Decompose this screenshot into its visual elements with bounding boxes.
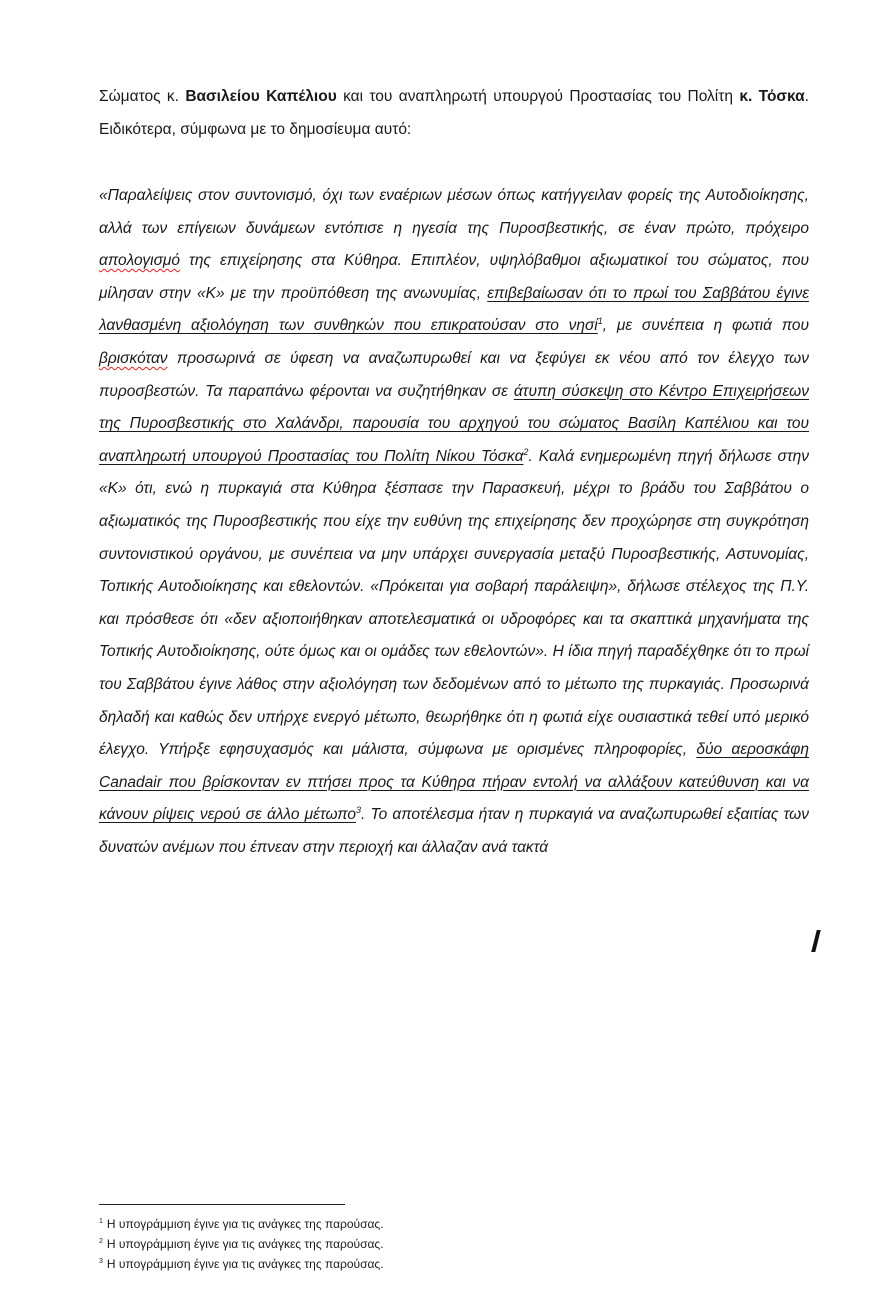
intro-text-3: . Ειδικότερα, σύμφωνα με το δημοσίευμα αυτό:: [99, 88, 809, 138]
footnote-ref-1[interactable]: 1: [597, 316, 603, 327]
quote-text-2: της επιχείρησης στα Κύθηρα. Επιπλέον, υψηλόβαθμοι αξιωματικοί του σώματος, που μίλησαν στην «Κ» με την προϋπόθεση της ανωνυμίας,: [99, 252, 809, 302]
footnote-text: Η υπογράμμιση έγινε για τις ανάγκες της παρούσας.: [106, 1237, 384, 1251]
intro-paragraph: [99, 80, 809, 146]
footnote-number: 3: [99, 1258, 103, 1265]
footnote-text: Η υπογράμμιση έγινε για τις ανάγκες της παρούσας.: [106, 1217, 384, 1231]
intro-text-1: Σώματος κ.: [99, 88, 186, 105]
quoted-article: [99, 180, 809, 864]
footnote-1: [99, 1213, 699, 1233]
quote-text-5: . Καλά ενημερωμένη πηγή δήλωσε στην «Κ» ότι, ενώ η πυρκαγιά στα Κύθηρα ξέσπασε την Παρασκευή, μέχρι το βράδυ του Σαββάτου ο αξιωματικός της Πυροσβεστικής που είχε την ευθύνη της επιχείρησης δεν προχώρησε στη συγκρότηση συντονιστικού οργάνου, με συνέπεια να μην υπάρχει συνεργασία μεταξύ Πυροσβεστικής, Αστυνομίας, Τοπικής Αυτοδιοίκησης και εθελοντών. «Πρόκειται για σοβαρή παράλειψη», δήλωσε στέλεχος της Π.Υ. και πρόσθεσε ότι «δεν αξιοποιήθηκαν αποτελεσματικά οι υδροφόρες και τα σκαπτικά μηχανήματα της Τοπικής Αυτοδιοίκησης, ούτε όμως και οι ομάδες των εθελοντών». Η ίδια πηγή παραδέχθηκε ότι το πρωί του Σαββάτου έγινε λάθος στην αξιολόγηση των δεδομένων από το μέτωπο της πυρκαγιάς. Προσωρινά δηλαδή και καθώς δεν υπήρχε ενεργό μέτωπο, θεωρήθηκε ότι η φωτιά είχε ουσιαστικά τεθεί υπό μερικό έλεγχο. Υπήρξε εφησυχασμός και μάλιστα, σύμφωνα με ορισμένες πληροφορίες,: [99, 447, 809, 759]
quote-text-6: . Το αποτέλεσμα ήταν η πυρκαγιά να αναζωπυρωθεί εξαιτίας των δυνατών ανέμων που έπνεαν στην περιοχή και άλλαζαν ανά τακτά: [99, 806, 809, 856]
footnote-separator: [99, 1204, 345, 1205]
footnotes: [99, 1213, 699, 1273]
spellcheck-word-2: βρισκόταν: [99, 349, 168, 367]
footnote-2: [99, 1233, 699, 1253]
footnote-number: 2: [99, 1238, 103, 1245]
quote-text-3: , με συνέπεια η φωτιά που: [602, 317, 809, 335]
spellcheck-word-1: απολογισμό: [99, 252, 181, 270]
underlined-passage-3: δύο αεροσκάφη Canadair που βρίσκονταν εν πτήσει προς τα Κύθηρα πήραν εντολή να αλλάξουν κατεύθυνση και να κάνουν ρίψεις νερού σε άλλο μέτωπο: [99, 741, 809, 824]
intro-bold-name: Βασιλείου Καπέλιου: [185, 88, 337, 105]
intro-bold-minister: κ. Τόσκα: [739, 88, 805, 105]
underlined-passage-2: άτυπη σύσκεψη στο Κέντρο Επιχειρήσεων της Πυροσβεστικής στο Χαλάνδρι, παρουσία του αρχηγού του σώματος Βασίλη Καπέλιου και του αναπληρωτή υπουργού Προστασίας του Πολίτη Νίκου Τόσκα: [99, 382, 809, 465]
footnote-ref-3[interactable]: 3: [356, 805, 362, 816]
quote-text-1: «Παραλείψεις στον συντονισμό, όχι των εναέριων μέσων όπως κατήγγειλαν φορείς της Αυτοδιοίκησης, αλλά των επίγειων δυνάμεων εντόπισε η ηγεσία της Πυροσβεστικής, σε έναν πρώτο, πρόχειρο: [99, 187, 809, 237]
footnote-text: Η υπογράμμιση έγινε για τις ανάγκες της παρούσας.: [106, 1257, 384, 1271]
footnote-number: 1: [99, 1218, 103, 1225]
quote-text-4: προσωρινά σε ύφεση να αναζωπυρωθεί και να ξεφύγει εκ νέου από τον έλεγχο των πυροσβεστών. Τα παραπάνω φέρονται να συζητήθηκαν σε: [99, 349, 809, 400]
text-cursor-mark: [811, 930, 820, 952]
footnote-ref-2[interactable]: 2: [523, 446, 529, 457]
footnote-3: [99, 1253, 699, 1273]
underlined-passage-1: επιβεβαίωσαν ότι το πρωί του Σαββάτου έγινε λανθασμένη αξιολόγηση των συνθηκών που επικρατούσαν στο νησί: [99, 284, 810, 335]
intro-text-2: και του αναπληρωτή υπουργού Προστασίας του Πολίτη: [336, 88, 740, 105]
